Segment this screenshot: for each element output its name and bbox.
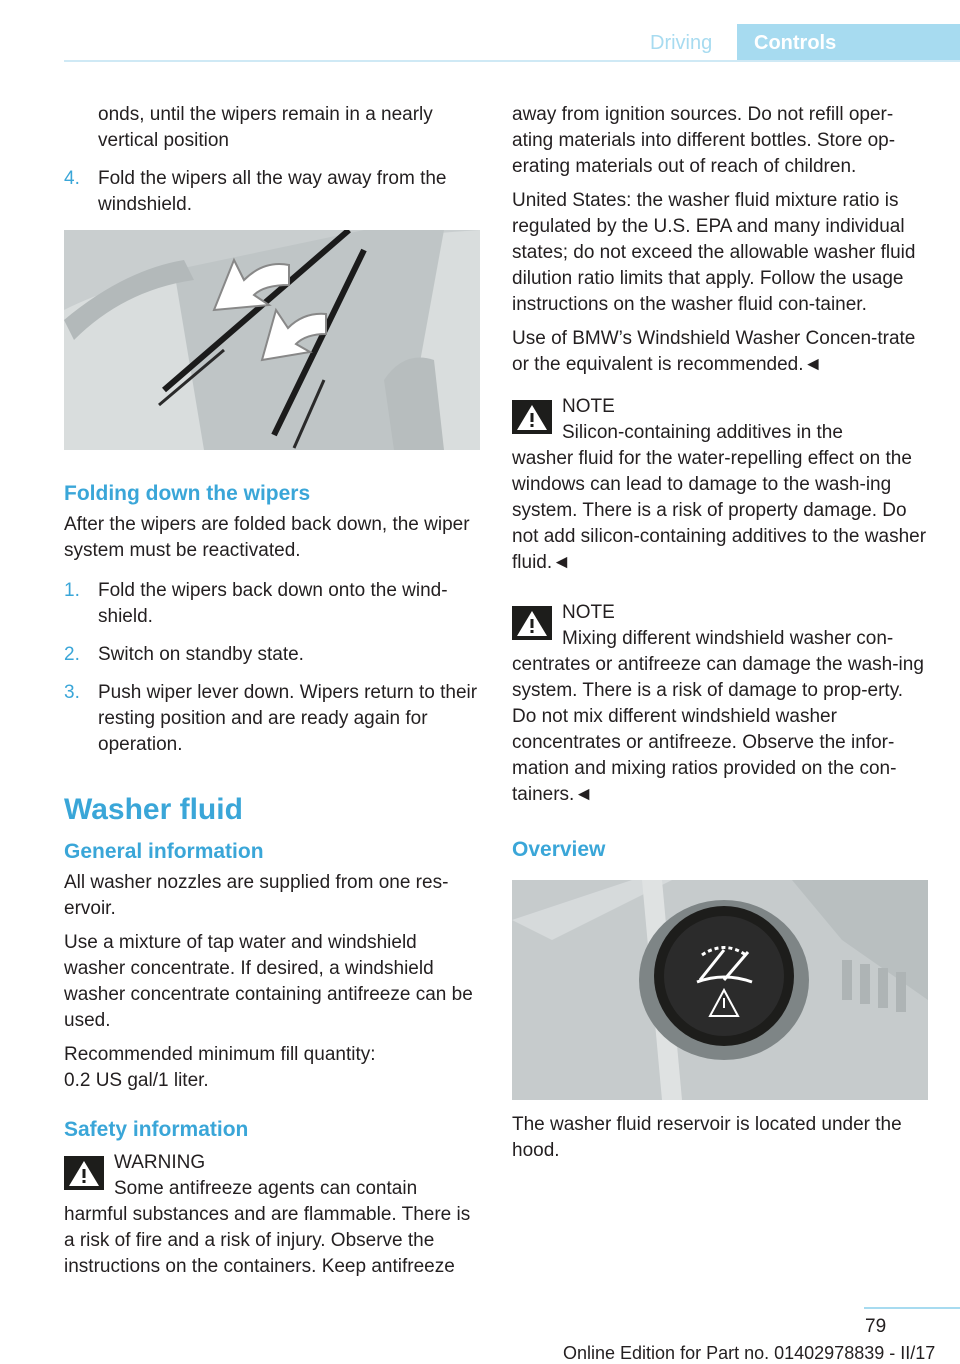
page-number: 79 [865, 1316, 887, 1337]
right-p2: United States: the washer fluid mixture ratio is regulated by the U.S. EPA and many individual states; do not exceed the allowable washer fluid dilution ratio limits that apply. Follow the usage instructions on the washer fluid con‐tainer. [512, 190, 916, 315]
footer-rule [864, 1307, 960, 1309]
step-text: Fold the wipers back down onto the wind‐shield. [98, 580, 448, 627]
step-number: 1. [64, 580, 80, 601]
wiper-fold-figure [64, 230, 480, 450]
general-p1: All washer nozzles are supplied from one res‐ervoir. [64, 872, 449, 919]
reservoir-illustration [512, 880, 928, 1100]
warning-text: harmful substances and are flammable. There is a risk of fire and a risk of injury. Observe the instructions on the containers. Keep antifreeze [64, 1204, 471, 1277]
reservoir-figure [512, 880, 928, 1100]
step-number: 2. [64, 644, 80, 665]
step-number: 4. [64, 168, 80, 189]
note-text: centrates or antifreeze can damage the wash‐ing system. There is a risk of damage to prop‐erty. Do not mix different windshield washer concentrates or antifreeze. Observe the infor‐mation and mixing ratios provided on the con‐tainers.◄ [512, 654, 924, 805]
note-block-2 [512, 598, 930, 808]
right-p3: Use of BMW’s Windshield Washer Concen‐trate or the equivalent is recommended.◄ [512, 328, 916, 375]
note-first-line: Mixing different windshield washer con‐ [562, 628, 894, 649]
warning-triangle-icon [512, 400, 552, 434]
step-text: Fold the wipers all the way away from the windshield. [98, 168, 447, 215]
fold-down-step-3 [64, 680, 482, 758]
left-column [64, 102, 482, 1294]
note-label: NOTE [562, 602, 615, 623]
fold-down-step-1 [64, 578, 482, 630]
note-block-1 [512, 392, 930, 576]
warning-label: WARNING [114, 1152, 206, 1173]
note-text: washer fluid for the water-repelling effect on the windows can lead to damage to the wash‐ing system. There is a risk of property damage. Do not add silicon-containing additives to the washer fluid.◄ [512, 448, 927, 573]
step-text: Push wiper lever down. Wipers return to their resting position and are ready again for operation. [98, 682, 478, 755]
fill-quantity-label: Recommended minimum fill quantity: [64, 1044, 376, 1065]
warning-first-line: Some antifreeze agents can contain [114, 1178, 418, 1199]
washer-fluid-title: Washer fluid [64, 793, 243, 826]
overview-heading: Overview [512, 838, 606, 861]
warning-triangle-icon [64, 1156, 104, 1190]
overview-caption: The washer fluid reservoir is located under the hood. [512, 1114, 902, 1161]
general-information-heading: General information [64, 840, 264, 863]
note-first-line: Silicon-containing additives in the [562, 422, 843, 443]
step-4 [64, 166, 482, 218]
step-text: Switch on standby state. [98, 644, 304, 665]
step-number: 3. [64, 682, 80, 703]
edition-line: Online Edition for Part no. 01402978839 - II/17 [563, 1343, 936, 1363]
header-section: Driving [650, 32, 713, 54]
wiper-illustration [64, 230, 480, 450]
fold-down-heading: Folding down the wipers [64, 482, 311, 505]
fold-down-step-2 [64, 642, 482, 668]
general-p3 [64, 1042, 482, 1094]
step-3-continuation: onds, until the wipers remain in a nearly vertical position [98, 104, 433, 151]
header-rule [64, 60, 960, 62]
right-column [512, 102, 930, 1172]
right-p1: away from ignition sources. Do not refill oper‐ating materials into different bottles. Store op‐erating materials out of reach of children. [512, 104, 896, 177]
header-chapter-tab: Controls [737, 24, 960, 62]
fill-quantity-value: 0.2 US gal/1 liter. [64, 1070, 209, 1091]
safety-information-heading: Safety information [64, 1118, 249, 1141]
note-label: NOTE [562, 396, 615, 417]
warning-triangle-icon [512, 606, 552, 640]
warning-block [64, 1148, 482, 1280]
fold-down-intro: After the wipers are folded back down, the wiper system must be reactivated. [64, 514, 470, 561]
general-p2: Use a mixture of tap water and windshield washer concentrate. If desired, a windshield washer concentrate containing antifreeze can be used. [64, 932, 473, 1031]
